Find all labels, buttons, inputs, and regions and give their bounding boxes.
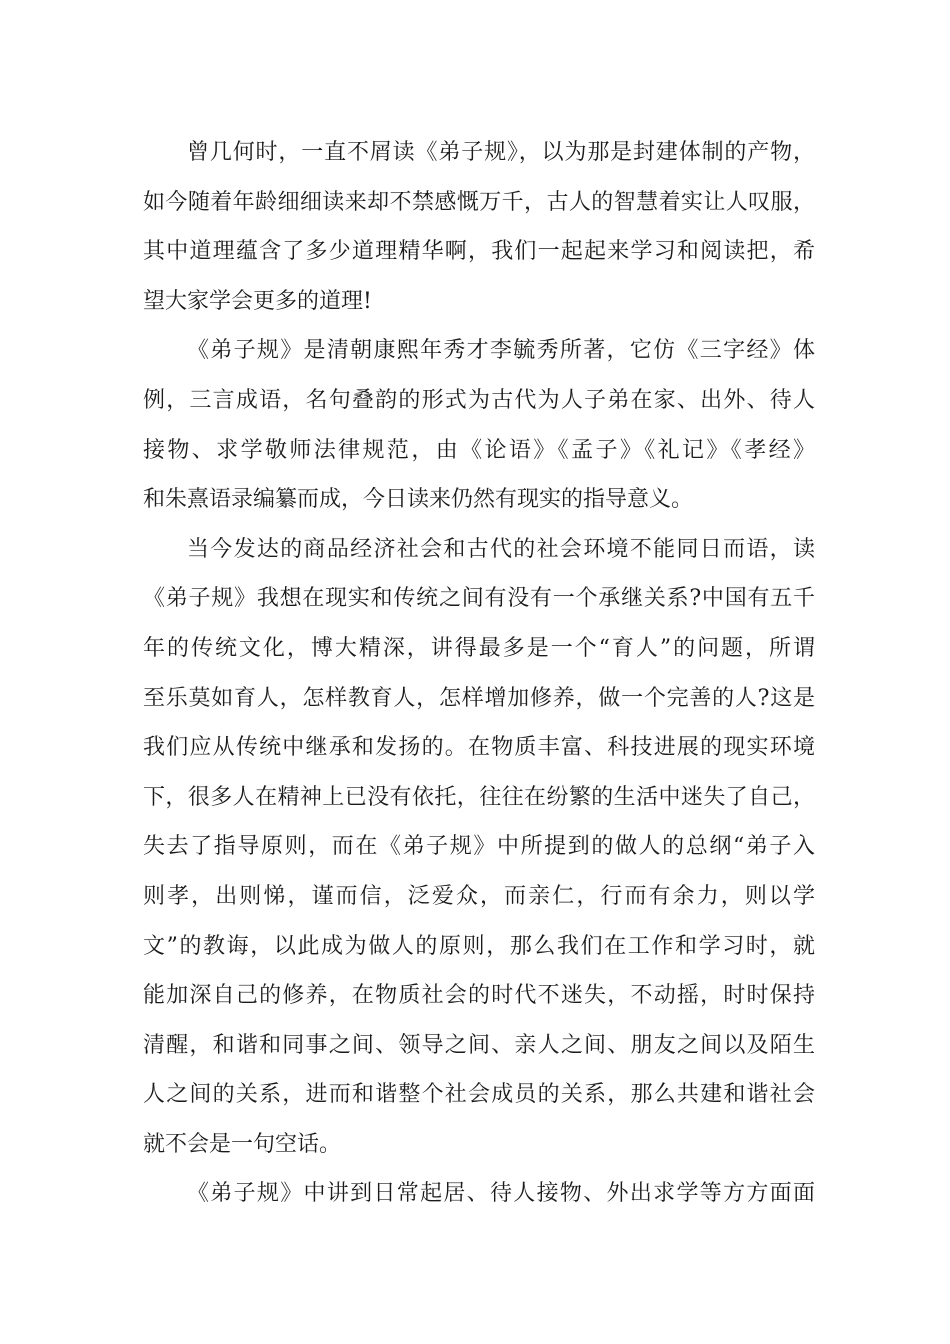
text-line: 文”的教诲，以此成为做人的原则，那么我们在工作和学习时，就 [143, 933, 815, 959]
text-line: 当今发达的商品经济社会和古代的社会环境不能同日而语，读 [187, 536, 815, 562]
text-line: 接物、求学敬师法律规范，由《论语》《孟子》《礼记》《孝经》 [143, 437, 815, 463]
text-line: 失去了指导原则，而在《弟子规》中所提到的做人的总纲“弟子入 [143, 834, 815, 860]
text-line: 则孝，出则悌，谨而信，泛爱众，而亲仁，行而有余力，则以学 [143, 883, 815, 909]
text-line: 《弟子规》中讲到日常起居、待人接物、外出求学等方方面面 [187, 1181, 815, 1207]
text-line: 下，很多人在精神上已没有依托，往往在纷繁的生活中迷失了自己， [143, 784, 815, 810]
paragraph-2 [143, 326, 815, 524]
text-line: 和朱熹语录编纂而成，今日读来仍然有现实的指导意义。 [143, 487, 694, 513]
text-line: 年的传统文化，博大精深，讲得最多是一个“育人”的问题，所谓 [143, 635, 815, 661]
document-body [143, 128, 815, 1219]
text-line: 如今随着年龄细细读来却不禁感慨万千，古人的智慧着实让人叹服， [143, 189, 815, 215]
text-line: 其中道理蕴含了多少道理精华啊，我们一起起来学习和阅读把，希 [143, 239, 815, 265]
text-line: 我们应从传统中继承和发扬的。在物质丰富、科技进展的现实环境 [143, 735, 815, 761]
text-line: 人之间的关系，进而和谐整个社会成员的关系，那么共建和谐社会 [143, 1082, 815, 1108]
paragraph-3 [143, 525, 815, 1170]
text-line: 至乐莫如育人，怎样教育人，怎样增加修养，做一个完善的人?这是 [143, 685, 815, 711]
text-line: 清醒，和谐和同事之间、领导之间、亲人之间、朋友之间以及陌生 [143, 1032, 815, 1058]
paragraph-4 [143, 1169, 815, 1219]
text-line: 《弟子规》是清朝康熙年秀才李毓秀所著，它仿《三字经》体 [187, 338, 815, 364]
text-line: 例，三言成语，名句叠韵的形式为古代为人子弟在家、出外、待人 [143, 387, 815, 413]
text-line: 曾几何时，一直不屑读《弟子规》，以为那是封建体制的产物， [187, 140, 815, 165]
text-line: 能加深自己的修养，在物质社会的时代不迷失，不动摇，时时保持 [143, 983, 815, 1009]
text-line: 就不会是一句空话。 [143, 1131, 342, 1157]
text-line: 《弟子规》我想在现实和传统之间有没有一个承继关系?中国有五千 [143, 586, 815, 612]
text-line: 望大家学会更多的道理! [143, 288, 372, 314]
paragraph-1 [143, 128, 815, 326]
